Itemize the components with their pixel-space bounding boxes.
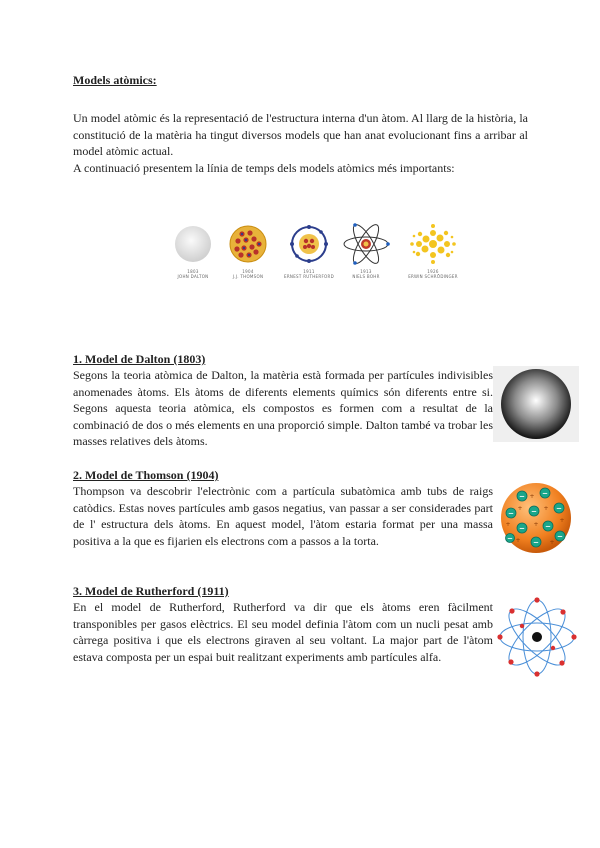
svg-text:+: +	[515, 537, 521, 544]
intro-paragraph: Un model atòmic és la representació de l'estructura interna d'un àtom. Al llarg de la història, la constitució de la matèria ha tingut diversos models que han anat evolucionant fins a arribar al model atòmic actual.	[73, 111, 528, 158]
page-title: Models atòmics:	[73, 73, 157, 87]
svg-text:−: −	[519, 524, 525, 533]
timeline-name: J.J. THOMSON	[232, 274, 264, 279]
intro-timeline-lead: A continuació presentem la línia de temps dels models atòmics més importants:	[73, 160, 455, 175]
timeline-name: ERWIN SCHRÖDINGER	[408, 274, 458, 279]
atomic-models-timeline	[160, 222, 470, 302]
svg-text:+: +	[533, 521, 539, 528]
section-heading: 3. Model de Rutherford (1911)	[73, 584, 229, 598]
rutherford-nucleus-icon	[287, 222, 331, 266]
svg-text:+: +	[505, 521, 511, 528]
dalton-sphere-icon	[493, 366, 579, 442]
section-thomson	[73, 467, 493, 549]
svg-text:−: −	[556, 504, 562, 513]
section-text: En el model de Rutherford, Rutherford va dir que els àtoms eren fàcilment transponibles per gasos elèctrics. El seu model definia l'àtom com un nucli pesat amb càrrega positiva i que els electrons giraven al seu voltant. La major part de l'àtom estava composta per un espai buit realitzant experiments amb partícules alfa.	[73, 600, 493, 664]
timeline-name: JOHN DALTON	[177, 274, 209, 279]
timeline-item-thomson	[215, 222, 281, 279]
schrodinger-cloud-icon	[408, 222, 458, 266]
svg-text:−: −	[542, 489, 548, 498]
timeline-name: ERNEST RUTHERFORD	[284, 274, 334, 279]
thomson-pudding-icon	[226, 222, 270, 266]
section-heading: 1. Model de Dalton (1803)	[73, 352, 206, 366]
timeline-year: 1926	[427, 269, 439, 274]
timeline-year: 1913	[360, 269, 372, 274]
timeline-name: NIELS BOHR	[352, 274, 380, 279]
section-dalton	[73, 351, 493, 450]
rutherford-orbits-icon	[496, 596, 578, 678]
thomson-pudding-icon	[496, 480, 576, 556]
section-text: Segons la teoria atòmica de Dalton, la matèria està formada per partícules indivisibles anomenades àtoms. Els àtoms de diferents elements químics són diferents entre si. Segons aquesta teoria atòmica, els compostos es formen com a resultat de la combinació de dos o més elements en una proporció simple. Dalton també va trobar les masses relatives dels àtoms.	[73, 368, 493, 448]
svg-text:−: −	[533, 538, 539, 547]
timeline-item-bohr	[333, 222, 399, 279]
bohr-orbits-icon	[341, 222, 391, 266]
timeline-year: 1904	[242, 269, 254, 274]
section-heading: 2. Model de Thomson (1904)	[73, 468, 219, 482]
svg-text:+: +	[559, 517, 565, 524]
section-text: Thompson va descobrir l'electrònic com a partícula subatòmica amb tubs de raigs catòdics. Estas noves partícules amb gasos negatius, van passar a ser considerades part de l' estructura dels àtoms. En aquest model, l'àtom estaria format per una massa positiva a la que es fijarien els electrons com a passos a la torta.	[73, 484, 493, 548]
svg-text:+: +	[529, 493, 535, 500]
dalton-sphere-icon	[171, 222, 215, 266]
intro	[73, 110, 528, 176]
svg-text:−: −	[507, 534, 513, 543]
svg-text:+: +	[517, 505, 523, 512]
timeline-year: 1803	[187, 269, 199, 274]
svg-text:−: −	[545, 522, 551, 531]
svg-text:−: −	[508, 509, 514, 518]
svg-text:+: +	[549, 539, 555, 546]
timeline-item-schrodinger	[400, 222, 466, 279]
section-rutherford	[73, 583, 493, 665]
svg-text:−: −	[557, 532, 563, 541]
svg-text:+: +	[543, 505, 549, 512]
timeline-year: 1911	[303, 269, 315, 274]
svg-text:−: −	[531, 507, 537, 516]
svg-text:−: −	[519, 492, 525, 501]
